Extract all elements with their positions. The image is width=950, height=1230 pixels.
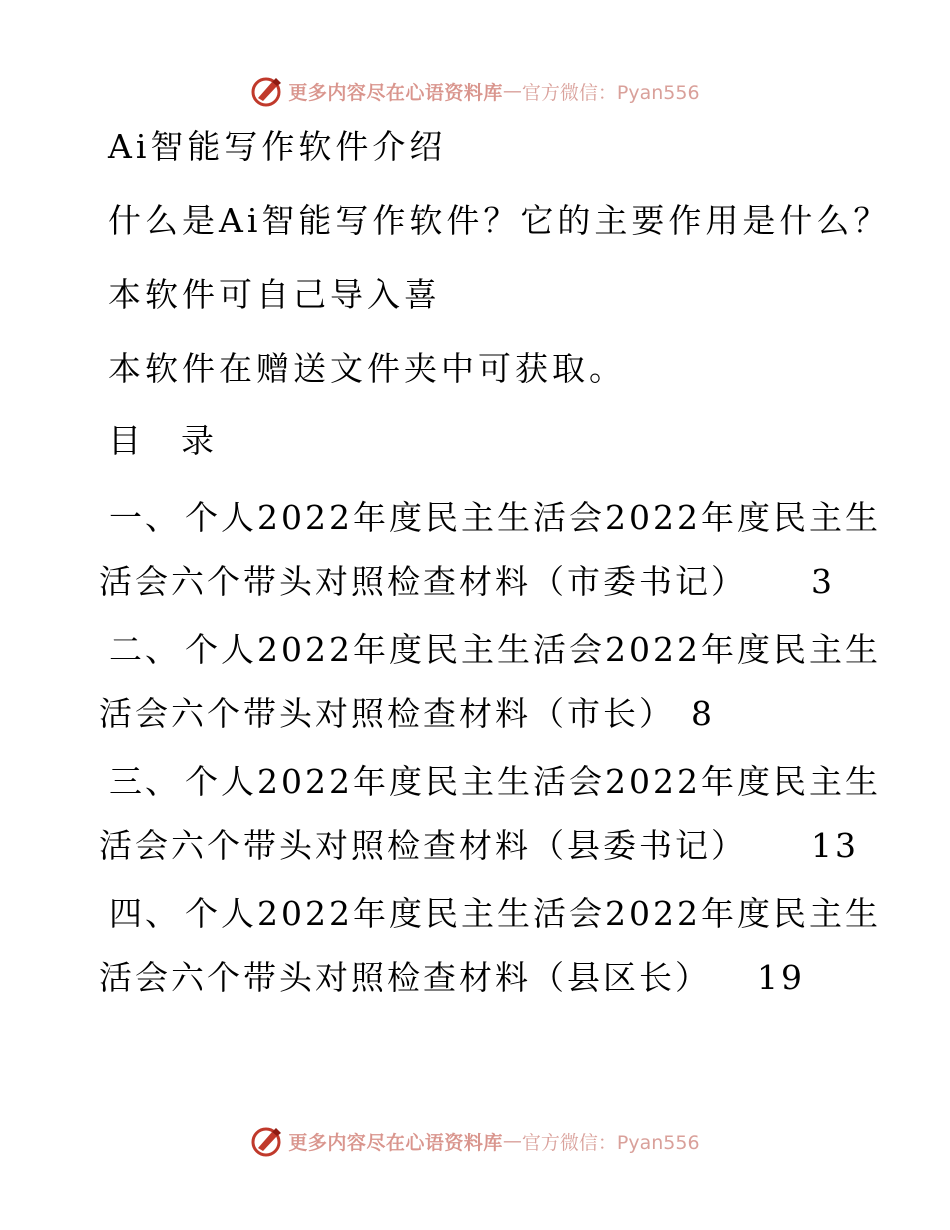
doc-question: 什么是Ai智能写作软件？它的主要作用是什么？ <box>108 201 891 240</box>
watermark-text: 更多内容尽在心语资料库 <box>288 81 503 104</box>
footer-watermark <box>0 1121 950 1161</box>
watermark-separator: — <box>502 80 522 102</box>
toc-item-line2: 活会六个带头对照检查材料（市委书记） <box>99 562 747 601</box>
toc-item-number: 四、 <box>109 894 181 933</box>
toc-heading-b: 录 <box>181 421 214 460</box>
toc-item-line2: 活会六个带头对照检查材料（市长） <box>99 694 675 733</box>
toc-item-line1: 个人2022年度民主生活会2022年度民主生 <box>185 630 881 669</box>
toc-item-page: 19 <box>757 958 805 997</box>
toc-heading <box>108 421 214 461</box>
doc-obtain-line: 本软件在赠送文件夹中可获取。 <box>108 349 626 388</box>
header-watermark <box>0 71 950 111</box>
toc-item[interactable] <box>99 882 879 1010</box>
toc-item-line2: 活会六个带头对照检查材料（县委书记） <box>99 826 747 865</box>
watermark-wechat: 官方微信：Pyan556 <box>521 1131 700 1154</box>
watermark-separator: — <box>502 1130 522 1152</box>
toc-item[interactable] <box>99 750 879 878</box>
watermark-text: 更多内容尽在心语资料库 <box>288 1131 503 1154</box>
doc-title: Ai智能写作软件介绍 <box>108 127 447 166</box>
toc-item-line1: 个人2022年度民主生活会2022年度民主生 <box>185 498 881 537</box>
toc-item-number: 二、 <box>109 630 181 669</box>
watermark-wechat: 官方微信：Pyan556 <box>521 81 700 104</box>
toc-item-line2: 活会六个带头对照检查材料（县区长） <box>99 958 711 997</box>
toc-item-page: 3 <box>811 562 835 601</box>
toc-item[interactable] <box>99 486 879 614</box>
pen-logo-icon <box>250 74 284 108</box>
toc-item-page: 8 <box>691 694 715 733</box>
toc-item-line1: 个人2022年度民主生活会2022年度民主生 <box>185 894 881 933</box>
toc-item-number: 三、 <box>109 762 181 801</box>
toc-item-page: 13 <box>811 826 859 865</box>
toc-item-line1: 个人2022年度民主生活会2022年度民主生 <box>185 762 881 801</box>
pen-logo-icon <box>250 1124 284 1158</box>
toc-heading-a: 目 <box>108 421 141 460</box>
toc-item-number: 一、 <box>109 498 181 537</box>
doc-import-line: 本软件可自己导入喜 <box>108 275 441 314</box>
toc-item[interactable] <box>99 618 879 746</box>
